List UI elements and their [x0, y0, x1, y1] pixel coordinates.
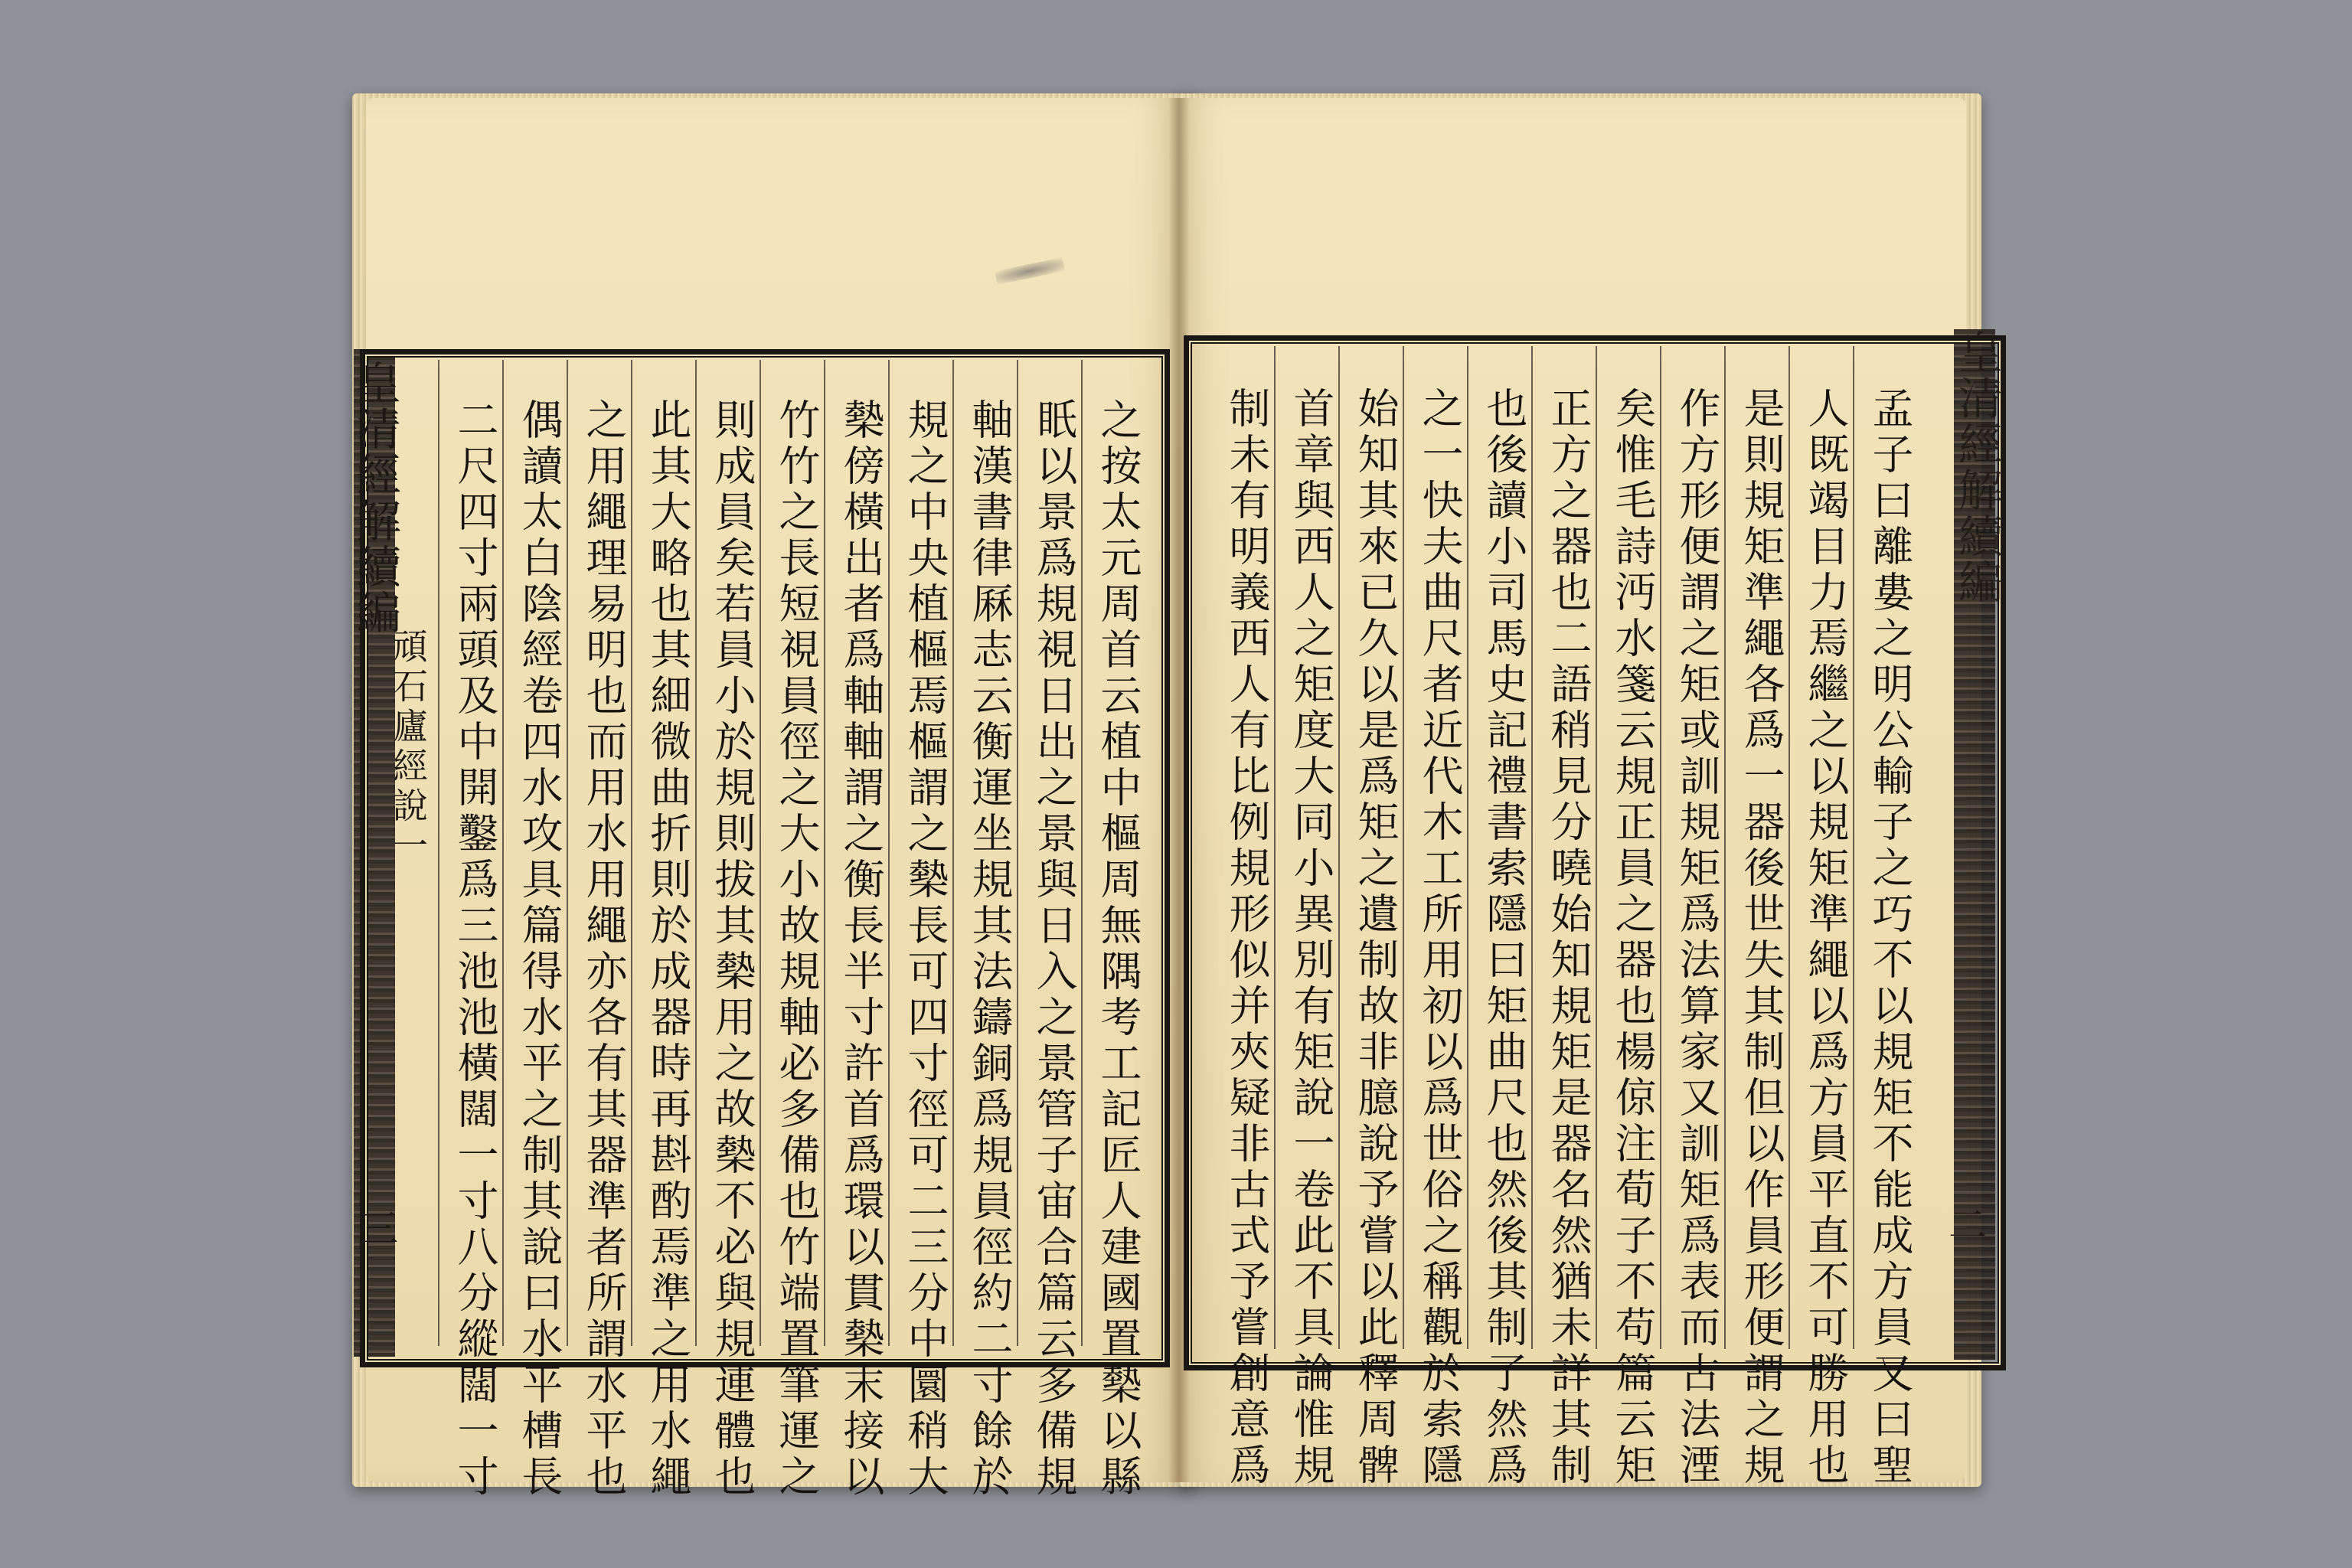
column-rule [1660, 346, 1661, 1349]
left-column-1: 之按太元周首云植中樞周無隅考工記匠人建國置槷以縣 [1094, 398, 1142, 1501]
left-column-10: 偶讀太白陰經卷四水攻具篇得水平之制其說曰水平槽長 [515, 398, 564, 1501]
column-rule [1403, 346, 1404, 1349]
left-column-11: 二尺四寸兩頭及中開鑿爲三池池橫闊一寸八分縱闊一寸 [451, 398, 499, 1501]
left-column-6: 竹竹之長短視員徑之大小故規軸必多備也竹端置筆運之 [773, 398, 821, 1501]
column-rule [824, 360, 825, 1346]
left-page-number: 三 [360, 1207, 398, 1251]
column-rule [695, 360, 697, 1346]
column-rule [1467, 346, 1468, 1349]
right-header-title: 皇清經解續編 [1951, 329, 2003, 605]
column-rule [1853, 346, 1854, 1349]
right-column-5: 矣惟毛詩沔水箋云規正員之器也楊倞注荀子不苟篇云矩 [1609, 387, 1657, 1489]
column-rule [888, 360, 890, 1346]
right-column-10: 首章與西人之矩度大同小異別有矩說一卷此不具論惟規 [1287, 387, 1335, 1489]
column-rule [1017, 360, 1018, 1346]
right-column-9: 始知其來已久以是爲矩之遺制故非臆說予嘗以此釋周髀 [1351, 387, 1400, 1489]
right-column-3: 是則規矩準繩各爲一器後世失其制但以作員形便謂之規 [1737, 387, 1785, 1489]
column-rule [502, 360, 504, 1346]
column-rule [952, 360, 954, 1346]
left-column-9: 之用繩理易明也而用水用繩亦各有其器準者所謂水平也 [580, 398, 628, 1501]
column-rule [1338, 346, 1340, 1349]
column-rule [1788, 346, 1790, 1349]
column-rule [1081, 360, 1083, 1346]
right-column-1: 孟子曰離婁之明公輸子之巧不以規矩不能成方員又曰聖 [1866, 387, 1914, 1489]
column-rule [631, 360, 632, 1346]
column-rule [1274, 346, 1276, 1349]
left-column-4: 規之中央植樞焉樞謂之槷長可四寸徑可二三分中圜稍大 [901, 398, 949, 1501]
column-rule [1596, 346, 1597, 1349]
right-column-11: 制未有明義西人有比例規形似并夾疑非古式予嘗創意爲 [1223, 387, 1271, 1489]
left-column-3: 軸漢書律厤志云衡運坐規其法鑄銅爲規員徑約二寸餘於 [965, 398, 1014, 1501]
column-rule [760, 360, 761, 1346]
left-column-2: 眂以景爲規視日出之景與日入之景管子宙合篇云多備規 [1030, 398, 1078, 1501]
right-column-4: 作方形便謂之矩或訓規矩爲法算家又訓矩爲表而古法湮 [1673, 387, 1721, 1489]
right-column-6: 正方之器也二語稍見分曉始知規矩是器名然猶未詳其制 [1544, 387, 1592, 1489]
column-rule [1531, 346, 1533, 1349]
left-column-7: 則成員矣若員小於規則拔其槷用之故槷不必與規連體也 [708, 398, 756, 1501]
left-column-8: 此其大略也其細微曲折則於成器時再斟酌焉準之用水繩 [644, 398, 692, 1501]
column-rule [438, 360, 439, 1346]
left-header-title: 皇清經解續編 [349, 360, 401, 635]
right-column-8: 之一快夫曲尺者近代木工所用初以爲世俗之稱觀於索隱 [1416, 387, 1464, 1489]
left-header-note: 頑石廬經說一 [387, 628, 429, 867]
right-column-7: 也後讀小司馬史記禮書索隱曰矩曲尺也然後其制了然爲 [1480, 387, 1528, 1489]
column-rule [1724, 346, 1726, 1349]
left-column-5: 槷傍橫出者爲軸軸謂之衡長半寸許首爲環以貫槷末接以 [837, 398, 885, 1501]
column-rule [567, 360, 568, 1346]
right-page-number: 二 [1949, 1203, 1987, 1247]
right-column-2: 人既竭目力焉繼之以規矩準繩以爲方員平直不可勝用也 [1802, 387, 1850, 1489]
